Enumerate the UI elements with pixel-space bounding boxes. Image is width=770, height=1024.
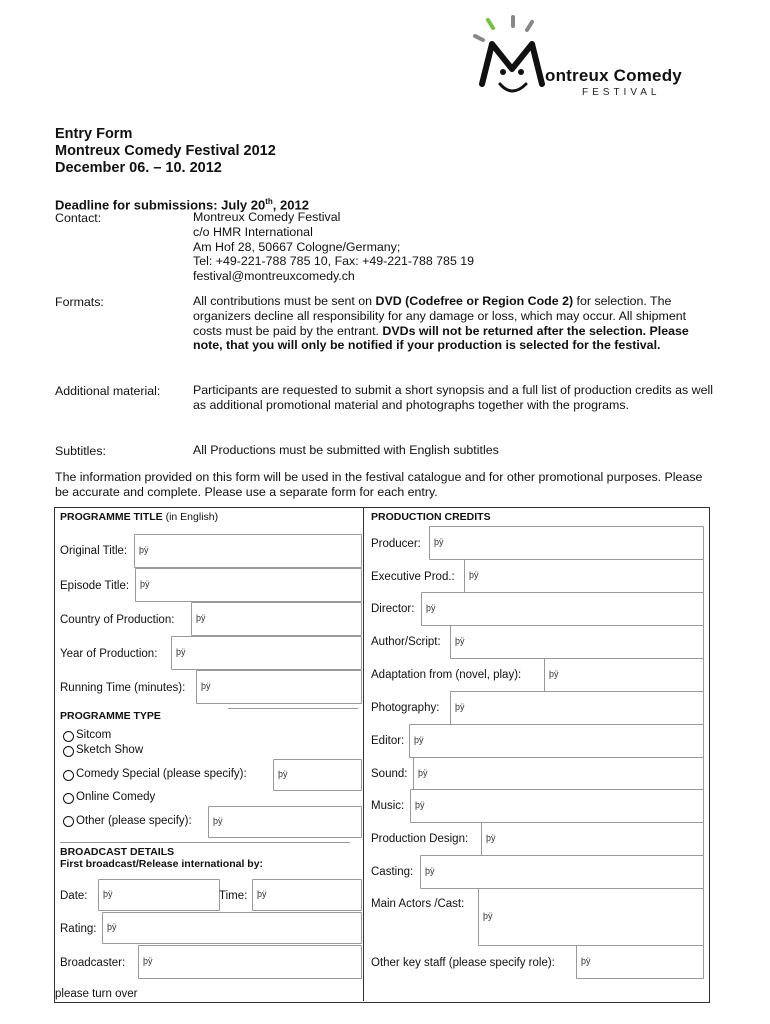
producer-label: Producer: — [371, 538, 421, 550]
sitcom-radio[interactable] — [63, 731, 74, 742]
original-title-label: Original Title: — [60, 545, 128, 557]
rating-label: Rating: — [60, 923, 97, 935]
comedy-special-radio[interactable] — [63, 770, 74, 781]
broadcast-details-heading: BROADCAST DETAILS — [60, 846, 175, 858]
time-input[interactable]: þÿ — [252, 879, 362, 911]
comedy-special-input[interactable]: þÿ — [273, 759, 362, 791]
country-input[interactable]: þÿ — [191, 602, 362, 636]
executive-producer-input[interactable]: þÿ — [464, 559, 704, 593]
logo-name: ontreux Comedy — [545, 66, 682, 85]
footer-note: please turn over — [55, 988, 138, 1000]
other-input[interactable]: þÿ — [208, 806, 362, 838]
broadcaster-input[interactable]: þÿ — [138, 945, 362, 979]
running-time-input[interactable]: þÿ — [196, 670, 362, 704]
episode-title-label: Episode Title: — [60, 580, 130, 592]
smiley-m-logo-icon — [470, 14, 550, 104]
programme-title-heading: PROGRAMME TITLE (in English) — [60, 511, 219, 523]
editor-label: Editor: — [371, 735, 405, 747]
sound-input[interactable]: þÿ — [413, 757, 704, 791]
online-comedy-radio[interactable] — [63, 793, 74, 804]
main-actors-label: Main Actors /Cast: — [371, 898, 465, 910]
date-label: Date: — [60, 890, 88, 902]
sitcom-label: Sitcom — [76, 729, 112, 741]
online-comedy-label: Online Comedy — [76, 791, 156, 803]
broadcast-subheading: First broadcast/Release international by: — [60, 858, 264, 870]
rating-input[interactable]: þÿ — [102, 912, 362, 944]
running-time-label: Running Time (minutes): — [60, 682, 186, 694]
formats-label: Formats: — [55, 295, 104, 309]
column-divider — [363, 507, 364, 1001]
country-label: Country of Production: — [60, 614, 175, 626]
photography-label: Photography: — [371, 702, 440, 714]
formats-text: All contributions must be sent on DVD (Codefree or Region Code 2) for selection. The organizers decline all responsibility for any damage or loss, which may occur. All shipment costs must be paid by the entrant. DVDs will not be returned after the selection. Please note, that you will only be notified if your production is selected for the festival. — [193, 294, 689, 353]
photography-input[interactable]: þÿ — [450, 691, 704, 725]
additional-text: Participants are requested to submit a short synopsis and a full list of production credits as well as additional promotional material and photographs together with the programs. — [193, 383, 713, 412]
author-script-label: Author/Script: — [371, 636, 441, 648]
director-input[interactable]: þÿ — [421, 592, 704, 626]
adaptation-input[interactable]: þÿ — [544, 658, 704, 692]
music-label: Music: — [371, 800, 405, 812]
executive-producer-label: Executive Prod.: — [371, 571, 455, 583]
separator — [60, 842, 350, 843]
editor-input[interactable]: þÿ — [409, 724, 704, 758]
production-design-label: Production Design: — [371, 833, 469, 845]
other-label: Other (please specify): — [76, 815, 192, 827]
subtitles-label: Subtitles: — [55, 444, 106, 458]
additional-label: Additional material: — [55, 384, 161, 398]
other-key-staff-label: Other key staff (please specify role): — [371, 957, 555, 969]
production-credits-heading: PRODUCTION CREDITS — [371, 511, 491, 523]
casting-input[interactable]: þÿ — [420, 855, 704, 889]
adaptation-label: Adaptation from (novel, play): — [371, 669, 522, 681]
logo-subtitle: FESTIVAL — [582, 87, 661, 98]
subtitles-text: All Productions must be submitted with English subtitles — [193, 443, 499, 457]
other-key-staff-input[interactable]: þÿ — [576, 945, 704, 979]
festival-dates: December 06. – 10. 2012 — [55, 160, 222, 176]
year-label: Year of Production: — [60, 648, 158, 660]
year-input[interactable]: þÿ — [171, 636, 362, 670]
episode-title-input[interactable]: þÿ — [135, 568, 362, 602]
production-design-input[interactable]: þÿ — [481, 822, 704, 856]
form-title: Entry Form — [55, 126, 133, 142]
time-label: Time: — [219, 890, 248, 902]
festival-name: Montreux Comedy Festival 2012 — [55, 143, 276, 159]
music-input[interactable]: þÿ — [410, 789, 704, 823]
author-script-input[interactable]: þÿ — [450, 625, 704, 659]
intro-text: The information provided on this form will be used in the festival catalogue and for other promotional purposes. Please be accurate and complete. Please use a separate form for each entry. — [55, 470, 703, 499]
sound-label: Sound: — [371, 768, 408, 780]
casting-label: Casting: — [371, 866, 414, 878]
director-label: Director: — [371, 603, 415, 615]
separator — [228, 708, 358, 709]
original-title-input[interactable]: þÿ — [134, 534, 362, 568]
date-input[interactable]: þÿ — [98, 879, 220, 911]
other-radio[interactable] — [63, 816, 74, 827]
deadline: Deadline for submissions: July 20th, 2012 — [55, 197, 309, 213]
contact-address: Montreux Comedy Festival c/o HMR International Am Hof 28, 50667 Cologne/Germany; Tel: +49-221-788 785 10, Fax: +49-221-788 785 19 festival@montreuxcomedy.ch — [193, 210, 475, 284]
sketch-show-label: Sketch Show — [76, 744, 144, 756]
sketch-show-radio[interactable] — [63, 746, 74, 757]
producer-input[interactable]: þÿ — [429, 526, 704, 560]
festival-logo — [470, 14, 700, 104]
contact-label: Contact: — [55, 211, 102, 225]
comedy-special-label: Comedy Special (please specify): — [76, 768, 247, 780]
broadcaster-label: Broadcaster: — [60, 957, 126, 969]
main-actors-input[interactable]: þÿ — [478, 888, 704, 946]
programme-type-heading: PROGRAMME TYPE — [60, 710, 161, 722]
